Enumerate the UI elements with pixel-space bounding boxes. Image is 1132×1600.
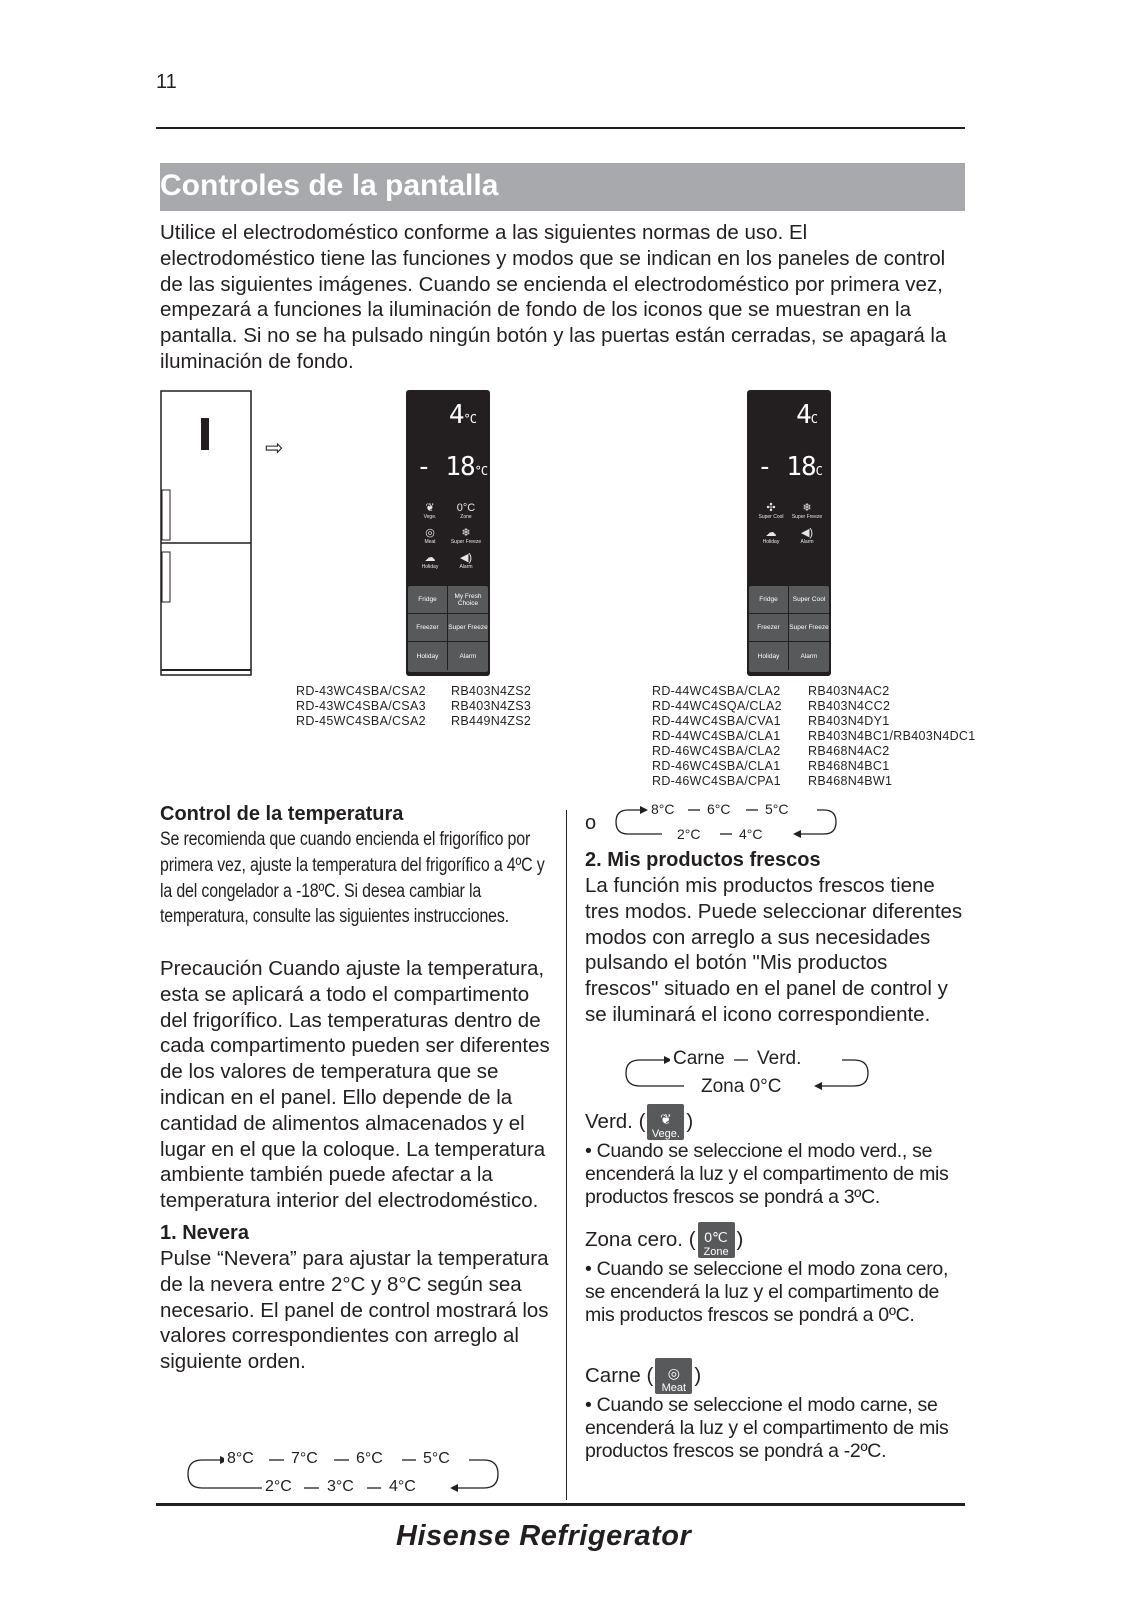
freezer-temp-display: - 18°C [416,452,488,482]
mode-description: • Cuando se seleccione el modo zona cero, se encenderá la luz y el compartimento de mis productos frescos se pondrá a 0ºC. [585,1258,949,1326]
model-list-a-col2 [451,684,531,729]
cycle-value: 6°C [353,1450,386,1468]
model-code: RD-44WC4SBA/CVA1 [652,714,781,728]
model-code: RB403N4ZS2 [451,684,532,698]
alarm-indicator: ◀) Alarm [789,527,825,546]
model-list-b-col1 [652,684,782,789]
mode-vege: Verd. ( ❦ Vege. ) • Cuando se seleccione el modo verd., se encenderá la luz y el compartimento de mis productos frescos se pondrá a 3ºC. [585,1104,970,1209]
zone-indicator: 0°C Zone [448,502,484,521]
alarm-button[interactable]: Alarm [459,652,477,660]
meat-indicator: ◎ Meat [412,527,448,546]
fresh-heading: 2. Mis productos frescos [585,849,821,871]
vege-icon: ❦ [425,502,435,514]
super-freeze-indicator: ❄ Super Freeze [789,502,825,521]
super-cool-indicator: ✣ Super Cool [753,502,789,521]
fresh-text: La función mis productos frescos tiene tres modos. Puede seleccionar diferentes modos con arreglo a sus necesidades pulsando el botón "Mis productos frescos" situado en el panel de control y se iluminará el icono correspondiente. [585,874,963,1026]
fridge-button[interactable]: Fridge [408,586,448,614]
holiday-button[interactable]: Holiday [749,642,789,670]
cycle-value: 8°C [648,801,678,817]
left-column [160,802,552,1375]
model-code: RB403N4DY1 [808,714,890,728]
model-code: RB403N4BC1/RB403N4DC1 [808,729,976,743]
model-code: RD-46WC4SBA/CLA2 [652,744,781,758]
model-code: RD-44WC4SQA/CLA2 [652,699,782,713]
model-code: RD-46WC4SBA/CLA1 [652,759,781,773]
alarm-button[interactable]: Alarm [800,652,818,660]
right-column [585,848,985,1028]
speaker-icon: ◀) [800,527,814,539]
page-number: 11 [156,71,177,93]
fan-icon: ✣ [766,502,776,514]
model-code: RB403N4AC2 [808,684,890,698]
model-list-a-col1 [296,684,426,729]
nevera-temp-cycle [184,1452,504,1502]
model-code: RD-43WC4SBA/CSA2 [296,684,426,698]
model-code: RB449N4ZS2 [451,714,532,728]
model-code: RB403N4ZS3 [451,699,532,713]
cycle-value: Zona 0°C [698,1076,784,1098]
mode-description: • Cuando se seleccione el modo carne, se encenderá la luz y el compartimento de mis productos frescos se pondrá a -2ºC. [585,1394,949,1462]
cycle-value: 4°C [736,826,766,842]
nevera-heading: 1. Nevera [160,1221,249,1244]
control-panel-b [747,390,831,676]
freezer-button[interactable]: Freezer [749,614,789,642]
holiday-icon: ☁ [765,527,777,539]
column-divider [566,810,567,1500]
model-code: RD-46WC4SBA/CPA1 [652,774,781,788]
vege-icon: ❦ Vege. [647,1104,684,1140]
arrow-right-icon: ⇨ [265,435,284,460]
fridge-button[interactable]: Fridge [749,586,789,614]
cycle-value: Carne [670,1048,728,1070]
model-list-b-col2 [808,684,976,789]
fridge-illustration [160,390,252,678]
snowflake-icon: ❄ [802,502,812,514]
meat-icon: ◎ [425,527,435,539]
model-code: RB468N4AC2 [808,744,890,758]
model-code: RB468N4BC1 [808,759,890,773]
fresh-mode-cycle [622,1050,874,1100]
snowflake-icon: ❄ [461,527,471,539]
temp-caution: Precaución Cuando ajuste la temperatura, esta se aplicará a todo el compartimento del frigorífico. Las temperaturas dentro de cada compartimento pueden ser diferentes de los valores de temperatura que se indican en el panel. Ello depende de la cantidad de alimentos almacenados y el lugar en el que la coloque. La temperatura ambiente también puede afectar a la temperatura interior del electrodoméstico. [160,957,550,1213]
cycle-value: 2°C [262,1478,295,1496]
super-freeze-indicator: ❄ Super Freeze [448,527,484,546]
model-code: RD-44WC4SBA/CLA2 [652,684,781,698]
cycle-value: 5°C [762,801,792,817]
intro-paragraph: Utilice el electrodoméstico conforme a las siguientes normas de uso. El electrodoméstico tiene las funciones y modos que se indican en los paneles de control de las siguientes imágenes. Cuando se encienda el electrodoméstico por primera vez, empezará a funciones la iluminación de fondo de los iconos que se muestran en la pantalla. Si no se ha pulsado ningún botón y las puertas están cerradas, se apagará la iluminación de fondo. [160,221,947,373]
bottom-divider [156,1503,965,1506]
speaker-icon: ◀) [459,552,473,564]
holiday-icon: ☁ [424,552,436,564]
holiday-indicator: ☁ Holiday [753,527,789,546]
nevera-text: Pulse “Nevera” para ajustar la temperatura de la nevera entre 2°C y 8°C según sea necesario. El panel de control mostrará los valores correspondientes con arreglo al siguiente orden. [160,1246,549,1374]
cycle-value: 7°C [288,1450,321,1468]
mode-description: • Cuando se seleccione el modo verd., se encenderá la luz y el compartimento de mis productos frescos se pondrá a 3ºC. [585,1140,949,1208]
my-fresh-choice-button[interactable]: My Fresh Choice [448,586,488,614]
model-code: RD-45WC4SBA/CSA2 [296,714,426,728]
meat-icon: ◎ Meat [655,1358,692,1394]
cycle-value: Verd. [754,1048,804,1070]
mode-name: Carne [585,1364,641,1388]
zero-zone-icon: 0°C [456,502,476,514]
super-cool-button[interactable]: Super Cool [789,586,829,614]
freezer-button[interactable]: Freezer [408,614,448,642]
cycle-value: 3°C [324,1478,357,1496]
model-code: RB468N4BW1 [808,774,893,788]
mode-name: Zona cero. [585,1228,683,1252]
temp-recommendation: Se recomienda que cuando encienda el frigorífico por primera vez, ajuste la temperatura del frigorífico a 4ºC y la del congelador a -18ºC. Si desea cambiar la temperatura, consulte las siguientes instrucciones. [160,829,545,928]
holiday-indicator: ☁ Holiday [412,552,448,571]
brand-footer: Hisense Refrigerator [396,1520,692,1552]
super-freeze-button[interactable]: Super Freeze [789,614,829,642]
holiday-button[interactable]: Holiday [408,642,448,670]
cycle-value: 6°C [704,801,734,817]
super-freeze-button[interactable]: Super Freeze [448,614,488,642]
top-divider [156,127,965,129]
model-code: RD-43WC4SBA/CSA3 [296,699,426,713]
zero-zone-icon: 0℃ Zone [698,1222,735,1258]
mode-name: Verd. [585,1110,633,1134]
cycle-value: 4°C [386,1478,419,1496]
model-code: RB403N4CC2 [808,699,891,713]
alarm-indicator: ◀) Alarm [448,552,484,571]
mode-zero-zone: Zona cero. ( 0℃ Zone ) • Cuando se seleccione el modo zona cero, se encenderá la luz y el compartimento de mis productos frescos se pondrá a 0ºC. [585,1222,970,1327]
fridge-temp-display: 4C [796,400,817,430]
section-title: Controles de la pantalla [160,169,499,202]
temp-control-heading: Control de la temperatura [160,803,404,825]
cycle-value: 2°C [674,826,704,842]
mode-meat: Carne ( ◎ Meat ) • Cuando se seleccione el modo carne, se encenderá la luz y el compartimento de mis productos frescos se pondrá a -2ºC. [585,1358,970,1463]
alt-temp-cycle [612,802,844,852]
model-code: RD-44WC4SBA/CLA1 [652,729,781,743]
or-label: o [585,812,597,834]
cycle-value: 8°C [224,1450,257,1468]
cycle-value: 5°C [420,1450,453,1468]
fridge-temp-display: 4°C [448,400,476,430]
freezer-temp-display: - 18C [757,452,822,482]
vege-indicator: ❦ Vege. [412,502,448,521]
control-panel-a [406,390,490,676]
